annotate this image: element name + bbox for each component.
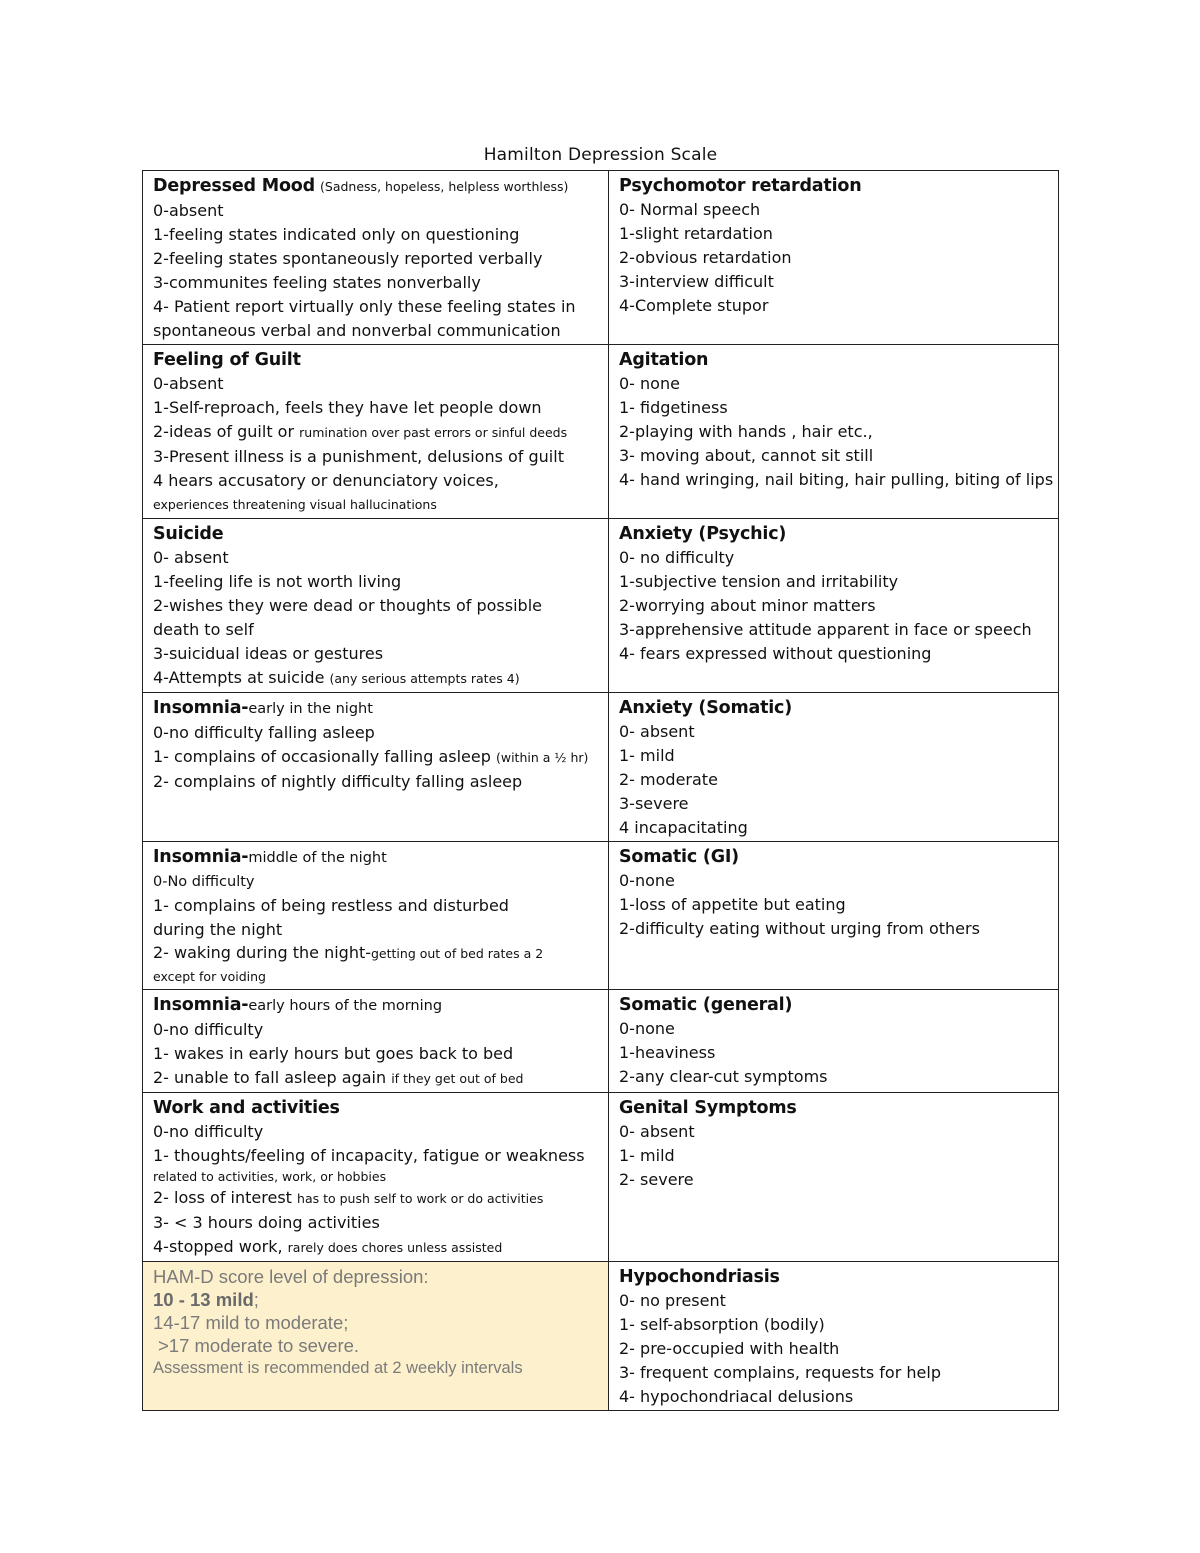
scale-item: 1- self-absorption (bodily) [619,1315,825,1334]
scale-item: 2-worrying about minor matters [619,596,876,615]
scale-item: 3-suicidual ideas or gestures [153,644,384,663]
table-row [143,345,1059,519]
heading-note: early hours of the morning [248,998,443,1014]
scale-item: 3-Present illness is a punishment, delusions of guilt [153,447,564,466]
heading-note: (Sadness, hopeless, helpless worthless) [320,179,569,194]
scale-item: 0- absent [619,722,695,741]
scale-item: 0-absent [153,201,224,220]
scale-item: 3- moving about, cannot sit still [619,446,874,465]
section-heading: Hypochondriasis [619,1267,780,1287]
scale-item: 0-no difficulty falling asleep [153,723,375,742]
section-insomnia-early [143,693,609,842]
scale-item: 3-interview difficult [619,272,774,291]
section-anxiety-psychic [609,519,1059,693]
item-note: (within a ½ hr) [495,750,589,765]
scale-item: 1-heaviness [619,1043,716,1062]
section-heading: Insomnia- [153,995,249,1015]
scale-item: 0- absent [619,1122,695,1141]
scale-item: 1-feeling states indicated only on questioning [153,225,520,244]
scale-item: 3- frequent complains, requests for help [619,1363,941,1382]
scale-item: 3-communites feeling states nonverbally [153,273,481,292]
section-anxiety-somatic [609,693,1059,842]
scale-item: 1- fidgetiness [619,398,728,417]
scale-item: 1- mild [619,1146,675,1165]
section-genital-symptoms [609,1093,1059,1262]
scale-item: 4-stopped work, rarely does chores unless assisted [153,1237,503,1256]
section-insomnia-middle [143,842,609,990]
item-note: getting out of bed rates a 2 except for voiding [153,946,544,984]
scale-item: 0- absent [153,548,229,567]
scale-item: 3-severe [619,794,689,813]
scale-item: 1-loss of appetite but eating [619,895,846,914]
heading-note: middle of the night [248,850,387,866]
scale-item: 0-absent [153,374,224,393]
scale-item: 0-no difficulty [153,1020,264,1039]
page-title: Hamilton Depression Scale [483,145,718,165]
scale-item: 2- pre-occupied with health [619,1339,840,1358]
table-row [143,990,1059,1093]
scale-item: 2-obvious retardation [619,248,792,267]
scale-item: 1- wakes in early hours but goes back to bed [153,1044,514,1063]
scale-item: 3- < 3 hours doing activities [153,1213,380,1232]
item-note: has to push self to work or do activities [297,1191,544,1206]
section-heading: Feeling of Guilt [153,350,301,370]
section-heading: Insomnia- [153,847,249,867]
section-suicide [143,519,609,693]
section-hypochondriasis [609,1262,1059,1411]
scale-item: 3-apprehensive attitude apparent in face or speech [619,620,1032,639]
scale-item: 2-any clear-cut symptoms [619,1067,828,1086]
scale-item: 1- mild [619,746,675,765]
scale-item: 1-feeling life is not worth living [153,572,402,591]
section-feeling-of-guilt [143,345,609,519]
scale-item: 4- Patient report virtually only these feeling states in spontaneous verbal and nonverbal communication [153,297,576,340]
scale-item: 2- moderate [619,770,718,789]
scale-item: 2- unable to fall asleep again if they get out of bed [153,1068,524,1087]
scale-item: 1- complains of occasionally falling asleep (within a ½ hr) [153,747,589,766]
scale-item: 2- waking during the night-getting out of bed rates a 2 except for voiding [153,943,544,984]
section-heading: Agitation [619,350,709,370]
table-row [143,693,1059,842]
table-row [143,842,1059,990]
section-somatic-gi [609,842,1059,990]
scale-item: 0- none [619,374,680,393]
table-row [143,519,1059,693]
summary-moderate-severe: >17 moderate to severe. [158,1335,360,1356]
hamilton-scale-table [142,170,1059,1411]
scale-item: 1- complains of being restless and disturbed during the night [153,896,509,939]
section-heading: Depressed Mood [153,176,315,196]
section-heading: Psychomotor retardation [619,176,862,196]
scale-item: 1-Self-reproach, feels they have let people down [153,398,542,417]
scale-item: 2- severe [619,1170,694,1189]
scale-item: 4- hypochondriacal delusions [619,1387,854,1406]
scale-item: 1-slight retardation [619,224,773,243]
scale-item: 0- no difficulty [619,548,735,567]
scale-item: 1- thoughts/feeling of incapacity, fatigue or weakness [153,1146,585,1165]
scale-item: 4-Attempts at suicide (any serious attempts rates 4) [153,668,520,687]
summary-note: Assessment is recommended at 2 weekly intervals [153,1359,523,1377]
section-heading: Anxiety (Somatic) [619,698,793,718]
scale-item: 1-subjective tension and irritability [619,572,899,591]
scale-item: 4 incapacitating [619,818,748,837]
section-heading: Genital Symptoms [619,1098,797,1118]
scale-item: 4- hand wringing, nail biting, hair pulling, biting of lips [619,470,1054,489]
section-heading: Insomnia- [153,698,249,718]
scale-item: 0-no difficulty [153,1122,264,1141]
section-heading: Work and activities [153,1098,340,1118]
score-summary-box [143,1262,609,1411]
table-row [143,1093,1059,1262]
item-note: related to activities, work, or hobbies [153,1169,387,1184]
scale-item: 2-wishes they were dead or thoughts of possible death to self [153,596,542,639]
table-row [143,1262,1059,1411]
section-heading: Somatic (GI) [619,847,739,867]
item-note: rumination over past errors or sinful deeds [299,425,568,440]
scale-item: 2-ideas of guilt or rumination over past errors or sinful deeds [153,422,568,441]
scale-item: 2- loss of interest has to push self to work or do activities [153,1188,544,1207]
section-heading: Suicide [153,524,224,544]
scale-item: 4 hears accusatory or denunciatory voices, [153,471,499,490]
item-note: experiences threatening visual hallucinations [153,497,437,512]
scale-item: 0-none [619,871,675,890]
section-insomnia-morning [143,990,609,1093]
scale-item: 2-feeling states spontaneously reported verbally [153,249,543,268]
section-agitation [609,345,1059,519]
item-note: if they get out of bed [391,1071,524,1086]
item-note: rarely does chores unless assisted [287,1240,503,1255]
scale-item: 2-difficulty eating without urging from others [619,919,980,938]
summary-title: HAM-D score level of depression: [153,1266,429,1287]
scale-item: 0-No difficulty [153,874,255,890]
section-psychomotor-retardation [609,171,1059,345]
section-heading: Anxiety (Psychic) [619,524,787,544]
summary-mild-moderate: 14-17 mild to moderate; [153,1312,349,1333]
heading-note: early in the night [248,701,373,717]
scale-item: 0-none [619,1019,675,1038]
scale-item: 4- fears expressed without questioning [619,644,932,663]
scale-item: 2-playing with hands , hair etc., [619,422,873,441]
scale-item: 0- no present [619,1291,726,1310]
section-heading: Somatic (general) [619,995,793,1015]
scale-item: 2- complains of nightly difficulty falling asleep [153,772,523,791]
summary-mild: 10 - 13 mild; [153,1289,259,1310]
scale-item: 0- Normal speech [619,200,761,219]
scale-item: 4-Complete stupor [619,296,769,315]
table-row [143,171,1059,345]
section-depressed-mood [143,171,609,345]
item-note: (any serious attempts rates 4) [329,671,520,686]
section-somatic-general [609,990,1059,1093]
section-work-and-activities [143,1093,609,1262]
